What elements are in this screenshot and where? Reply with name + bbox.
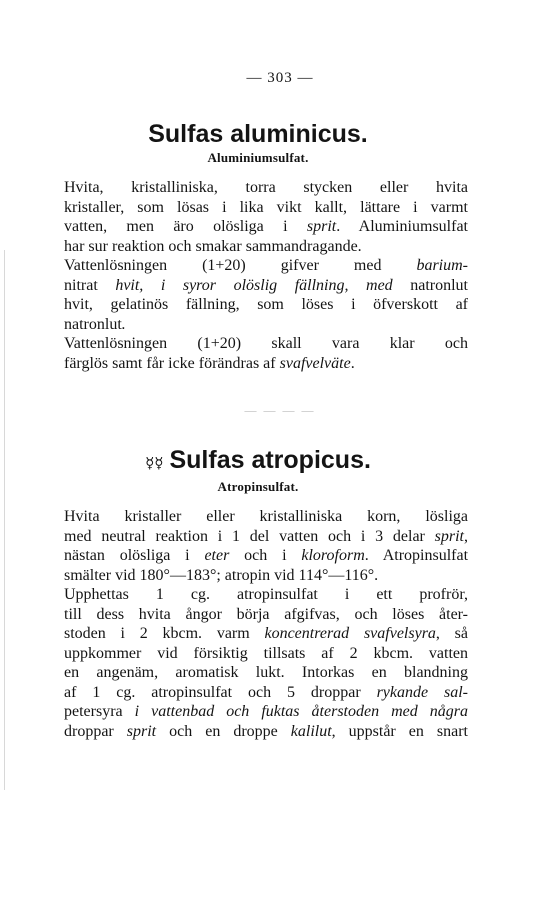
monograph-sulfas-aluminicus: [48, 118, 468, 373]
text-run: Vattenlösningen (1+20) gifver med: [64, 257, 417, 274]
text-line: [48, 198, 468, 218]
entry-subtitle: Atropinsulfat.: [217, 479, 299, 494]
text-line: [48, 566, 468, 586]
text-run: har sur reaktion och smakar sammandragande.: [64, 237, 362, 255]
text-line: [48, 276, 468, 296]
text-run: droppar: [64, 722, 127, 740]
text-run: nästan olösliga i: [64, 547, 205, 564]
text-line: [48, 178, 468, 198]
italic-term: sprit: [126, 722, 157, 740]
text-line: [48, 624, 468, 644]
text-line: [48, 237, 468, 257]
entry-body: [48, 178, 468, 373]
italic-term: i vattenbad och fuktas återstoden med några: [122, 703, 468, 720]
entry-title-text: Sulfas atropicus.: [169, 446, 371, 474]
section-separator: — — — —: [244, 403, 316, 417]
text-run: . Aluminiumsulfat: [336, 218, 468, 235]
entry-subtitle: Aluminiumsulfat.: [207, 150, 309, 165]
italic-term: eter: [204, 547, 230, 564]
entry-title: [48, 444, 468, 479]
text-run: stoden i 2 kbcm. varm: [64, 625, 265, 642]
text-line: [48, 354, 468, 374]
italic-term: koncentrerad svafvelsyra: [264, 625, 436, 642]
text-run: vatten, men äro olösliga i: [64, 218, 307, 235]
text-run: petersyra: [64, 703, 123, 720]
text-run: , uppstår en snart: [331, 722, 468, 740]
text-run: och en droppe: [156, 722, 291, 740]
text-run: .: [350, 354, 355, 372]
text-line: [48, 256, 468, 276]
text-run: och i: [229, 547, 302, 564]
italic-term: sprit: [306, 218, 337, 235]
text-run: hvit, gelatinös fällning, som löses i öfverskott af: [64, 296, 468, 313]
italic-term: kloroform: [301, 547, 365, 564]
italic-term: hvit, i syror olöslig fällning, med: [97, 276, 411, 294]
text-run: smälter vid 180°—183°; atropin vid 114°—116°.: [64, 566, 379, 584]
text-run: natronlut: [410, 276, 468, 294]
text-run: ,: [464, 527, 468, 545]
text-run: nitrat: [64, 276, 98, 294]
italic-term: rykande sal-: [376, 683, 468, 701]
poison-symbol: ☿☿: [145, 454, 164, 472]
entry-title: Sulfas aluminicus.: [148, 120, 368, 148]
text-line: [48, 585, 468, 605]
text-line: [48, 663, 468, 683]
text-run: med neutral reaktion i 1 del vatten och i 3 delar: [64, 527, 435, 545]
text-line: [48, 315, 468, 335]
text-line: [48, 295, 468, 315]
text-run: , så: [435, 625, 469, 642]
page-edge-shadow: [4, 250, 5, 790]
text-run: uppkommer vid försiktig tillsats af 2 kbcm. vatten: [64, 644, 468, 662]
italic-term: kalilut: [290, 722, 332, 740]
text-run: till dess hvita ångor börja afgifvas, och löses åter-: [64, 605, 468, 623]
text-line: [48, 702, 468, 722]
italic-term: barium-: [416, 257, 468, 274]
text-line: [48, 683, 468, 703]
text-run: . Atropinsulfat: [364, 547, 469, 564]
text-run: en angenäm, aromatisk lukt. Intorkas en blandning: [64, 664, 468, 681]
text-run: Vattenlösningen (1+20) skall vara klar och: [64, 335, 468, 352]
text-run: natronlut: [64, 315, 122, 333]
italic-term: .: [121, 315, 126, 333]
text-run: af 1 cg. atropinsulfat och 5 droppar: [64, 683, 377, 701]
text-line: [48, 334, 468, 354]
text-line: [48, 527, 468, 547]
text-run: Hvita, kristalliniska, torra stycken eller hvita: [64, 179, 468, 196]
italic-term: sprit: [434, 527, 464, 545]
text-run: Upphettas 1 cg. atropinsulfat i ett profrör,: [64, 586, 468, 603]
text-run: kristaller, som lösas i lika vikt kallt, lättare i varmt: [64, 198, 468, 216]
text-line: [48, 507, 468, 527]
text-run: färglös samt får icke förändras af: [64, 354, 280, 372]
text-line: [48, 546, 468, 566]
text-line: [48, 217, 468, 237]
page-number: — 303 —: [246, 70, 314, 86]
monograph-sulfas-atropicus: [48, 444, 468, 741]
text-line: [48, 722, 468, 742]
entry-body: [48, 507, 468, 741]
text-line: [48, 644, 468, 664]
italic-term: svafvelväte: [279, 354, 351, 372]
text-line: [48, 605, 468, 625]
text-run: Hvita kristaller eller kristalliniska korn, lösliga: [64, 508, 468, 525]
